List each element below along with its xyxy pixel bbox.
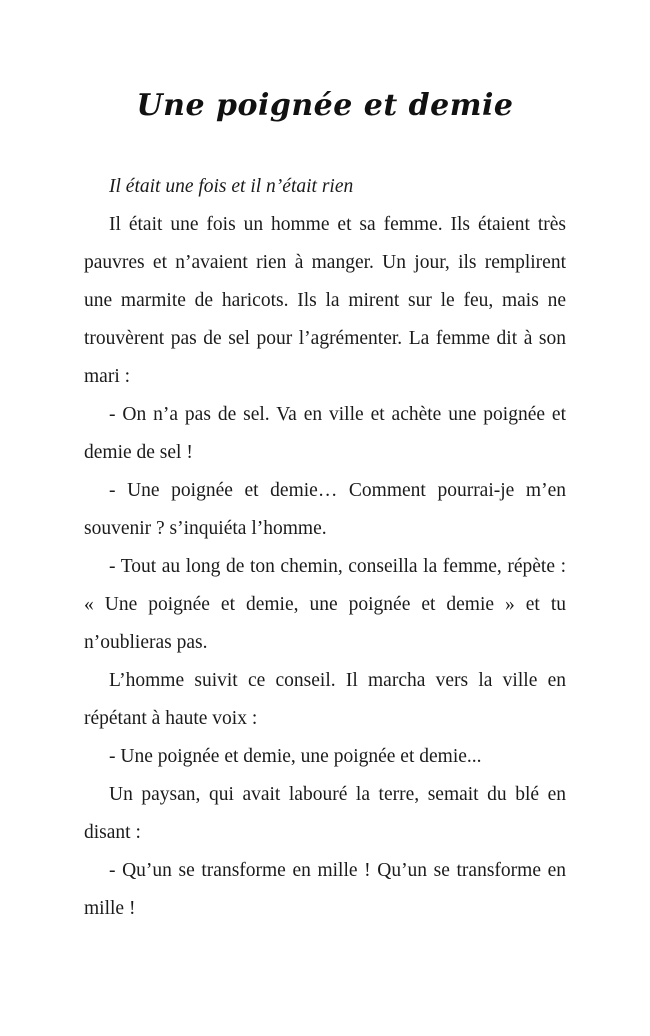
story-paragraph: - Qu’un se transforme en mille ! Qu’un se transforme en mille !: [84, 860, 566, 919]
story-paragraph: L’homme suivit ce conseil. Il marcha vers la ville en répétant à haute voix :: [84, 670, 566, 729]
story-paragraph: - Une poignée et demie… Comment pourrai-je m’en souvenir ? s’inquiéta l’homme.: [84, 480, 566, 539]
story-paragraph: - Tout au long de ton chemin, conseilla la femme, répète : « Une poignée et demie, une poignée et demie » et tu n’oublieras pas.: [84, 556, 566, 653]
page-title: Une poignée et demie: [136, 88, 514, 123]
story-epigraph: Il était une fois et il n’était rien: [109, 176, 354, 197]
story-paragraph: Il était une fois un homme et sa femme. Ils étaient très pauvres et n’avaient rien à manger. Un jour, ils remplirent une marmite de haricots. Ils la mirent sur le feu, mais ne trouvèrent pas de sel pour l’agrémenter. La femme dit à son mari :: [84, 214, 566, 387]
story-paragraph: - Une poignée et demie, une poignée et demie...: [109, 746, 482, 767]
story-body: [84, 206, 566, 928]
story-paragraph: Un paysan, qui avait labouré la terre, semait du blé en disant :: [84, 784, 566, 843]
story-paragraph: - On n’a pas de sel. Va en ville et achète une poignée et demie de sel !: [84, 404, 566, 463]
